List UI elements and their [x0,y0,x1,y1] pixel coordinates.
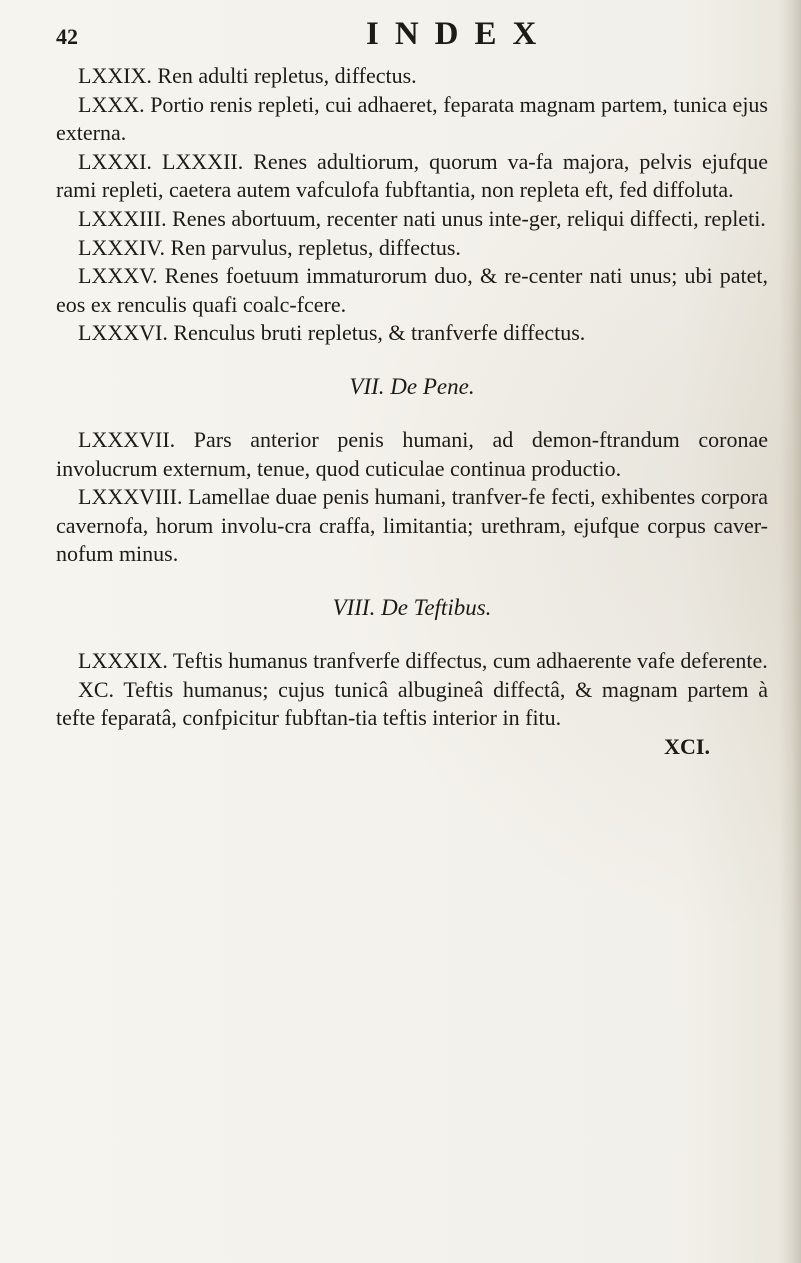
index-content [56,62,768,761]
index-entry-lxxxvi: LXXXVI. Renculus bruti repletus, & tranfverfe diffectus. [78,320,586,346]
running-title: INDEX [366,16,553,52]
index-entry-xc: XC. Teftis humanus; cujus tunicâ albugineâ diffectâ, & magnam partem à tefte feparatâ, confpicitur fubftan-tia teftis interior in fitu. [56,676,768,731]
index-entry-lxxxviii: LXXXVIII. Lamellae duae penis humani, tranfver-fe fecti, exhibentes corpora cavernofa, horum involu-cra craffa, limitantia; urethram, ejufque corpus caver-nofum minus. [56,484,768,567]
index-entry-lxxxi-lxxxii: LXXXI. LXXXII. Renes adultiorum, quorum va-fa majora, pelvis ejufque rami repleti, caetera autem vafculofa fubftantia, non repleta eft, fed diffoluta. [56,148,768,203]
index-entry-lxxix: LXXIX. Ren adulti repletus, diffectus. [78,63,417,88]
index-entry-lxxxix: LXXXIX. Teftis humanus tranfverfe diffectus, cum adhaerente vafe deferente. [78,647,768,673]
section-heading-viii: VIII. De Teftibus. [332,594,492,620]
index-entry-lxxx: LXXX. Portio renis repleti, cui adhaeret, feparata magnam partem, tunica ejus externa. [56,91,768,146]
catchword: XCI. [664,733,710,759]
page-edge-shadow [779,0,801,1263]
page-number: 42 [56,24,78,49]
section-heading-vii: VII. De Pene. [349,373,475,399]
index-entry-lxxxiv: LXXXIV. Ren parvulus, repletus, diffectus. [78,234,461,260]
index-entry-lxxxv: LXXXV. Renes foetuum immaturorum duo, & re-center nati unus; ubi patet, eos ex renculis quafi coalc-fcere. [56,263,768,317]
index-entry-lxxxiii: LXXXIII. Renes abortuum, recenter nati unus inte-ger, reliqui diffecti, repleti. [78,205,766,231]
page-header [56,14,756,54]
index-entry-lxxxvii: LXXXVII. Pars anterior penis humani, ad demon-ftrandum coronae involucrum externum, tenue, quod cuticulae continua productio. [56,426,768,481]
